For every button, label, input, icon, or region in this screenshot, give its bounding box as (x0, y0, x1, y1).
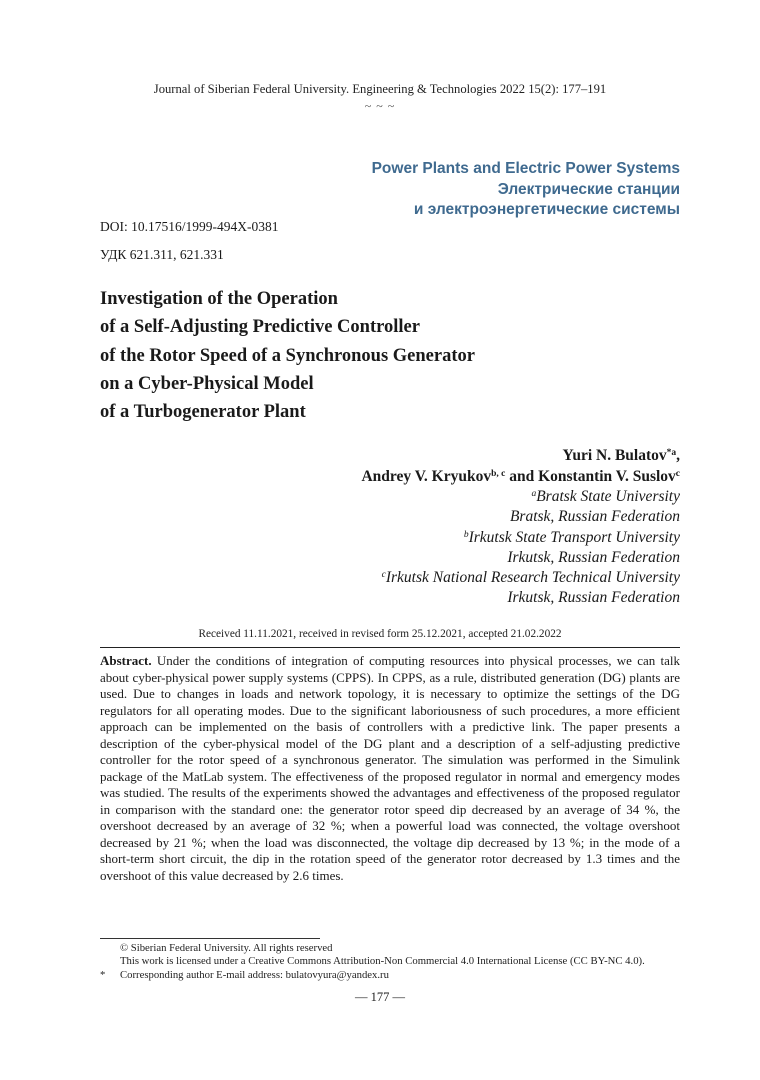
affiliation-superscript: c (381, 570, 386, 581)
doi: DOI: 10.17516/1999-494X-0381 (100, 219, 279, 234)
title-line: of a Turbogenerator Plant (100, 402, 306, 423)
title-line: Investigation of the Operation (100, 289, 338, 309)
copyright-notice: © Siberian Federal University. All rights reserved (120, 942, 333, 954)
affiliation-superscript: b (463, 529, 469, 540)
footnote-asterisk: * (100, 968, 106, 981)
author-separator: , (676, 447, 680, 464)
abstract-label: Abstract. (100, 653, 152, 668)
author-line-1 (361, 446, 680, 467)
page-number: — 177 — (355, 990, 405, 1004)
title-line: of the Rotor Speed of a Synchronous Generator (100, 345, 475, 366)
author-superscript: c (675, 468, 680, 479)
affiliation-city: Irkutsk, Russian Federation (507, 548, 680, 566)
rubric-english: Power Plants and Electric Power Systems (371, 160, 680, 177)
affiliation-text: Irkutsk State Transport University (468, 528, 680, 546)
affiliation-text: Bratsk State University (536, 488, 680, 505)
author-list (361, 446, 680, 487)
affiliation-city: Irkutsk, Russian Federation (507, 589, 680, 607)
section-rubric (372, 159, 680, 221)
affiliation-name (382, 568, 680, 588)
rubric-russian-line-1: Электрические станции (497, 180, 680, 198)
udk-code: УДК 621.311, 621.331 (100, 247, 224, 262)
received-dates: Received 11.11.2021, received in revised form 25.12.2021, accepted 21.02.2022 (198, 628, 562, 640)
footnotes (100, 942, 690, 982)
header-separator: ~ ~ ~ (364, 99, 396, 113)
author-line-2 (361, 467, 680, 488)
affiliation-list (382, 487, 680, 609)
title-line: on a Cyber-Physical Model (100, 373, 314, 394)
abstract-divider (100, 647, 680, 648)
author-name: Yuri N. Bulatov (562, 447, 667, 464)
abstract-text: Under the conditions of integration of computing resources into physical processes, we can talk about cyber-physical power supply systems (CPPS). In CPPS, as a rule, distributed generation (DG) plants are used. Due to changes in loads and network topology, it is necessary to optimize the settings of the DG regulators for all operating modes. Due to the significant laboriousness of such procedures, a more efficient approach can be implemented on the basis of controllers with a predictive link. The paper presents a description of the cyber-physical model of the DG plant and a description of a self-adjusting predictive controller for the rotor speed of a synchronous generator. The simulation was performed in the Simulink package of the MatLab system. The effectiveness of the proposed regulator in normal and emergency modes was studied. The results of the experiments showed the advantages and effectiveness of the proposed regulator in comparison with the standard one: the generator rotor speed dip decreased by an average of 34 %, the overshoot decreased by an average of 32 %; when a powerful load was connected, the voltage overshoot decreased by 21 %; when the load was disconnected, the voltage dip decreased by 13 %; in the mode of a short-term short circuit, the dip in the rotation speed of the generator rotor decreased by 1.3 times and the overshoot of this value decreased by 2.6 times. (100, 653, 680, 883)
corresponding-email: Corresponding author E-mail address: bulatovyura@yandex.ru (120, 968, 389, 981)
affiliation-name (382, 528, 680, 548)
corresponding-author (100, 969, 690, 982)
paper-title (100, 285, 475, 426)
author-superscript: *a (666, 448, 677, 458)
rubric-russian-line-2: и электроэнергетические системы (413, 201, 680, 218)
author-connector: and (505, 467, 539, 485)
author-name: Konstantin V. Suslov (538, 467, 676, 485)
footnote-divider (100, 938, 320, 939)
license-notice: This work is licensed under a Creative Commons Attribution-Non Commercial 4.0 International License (CC BY-NC 4.0). (120, 955, 645, 968)
journal-citation: Journal of Siberian Federal University. Engineering & Technologies 2022 15(2): 177–191 (153, 82, 607, 96)
affiliation-text: Irkutsk National Research Technical University (385, 569, 680, 587)
affiliation-name (382, 487, 680, 507)
author-name: Andrey V. Kryukov (361, 467, 492, 485)
author-superscript: b, c (491, 468, 506, 479)
affiliation-superscript: a (531, 489, 537, 499)
title-line: of a Self-Adjusting Predictive Controller (100, 317, 420, 338)
affiliation-city: Bratsk, Russian Federation (509, 508, 680, 526)
abstract (100, 653, 680, 884)
